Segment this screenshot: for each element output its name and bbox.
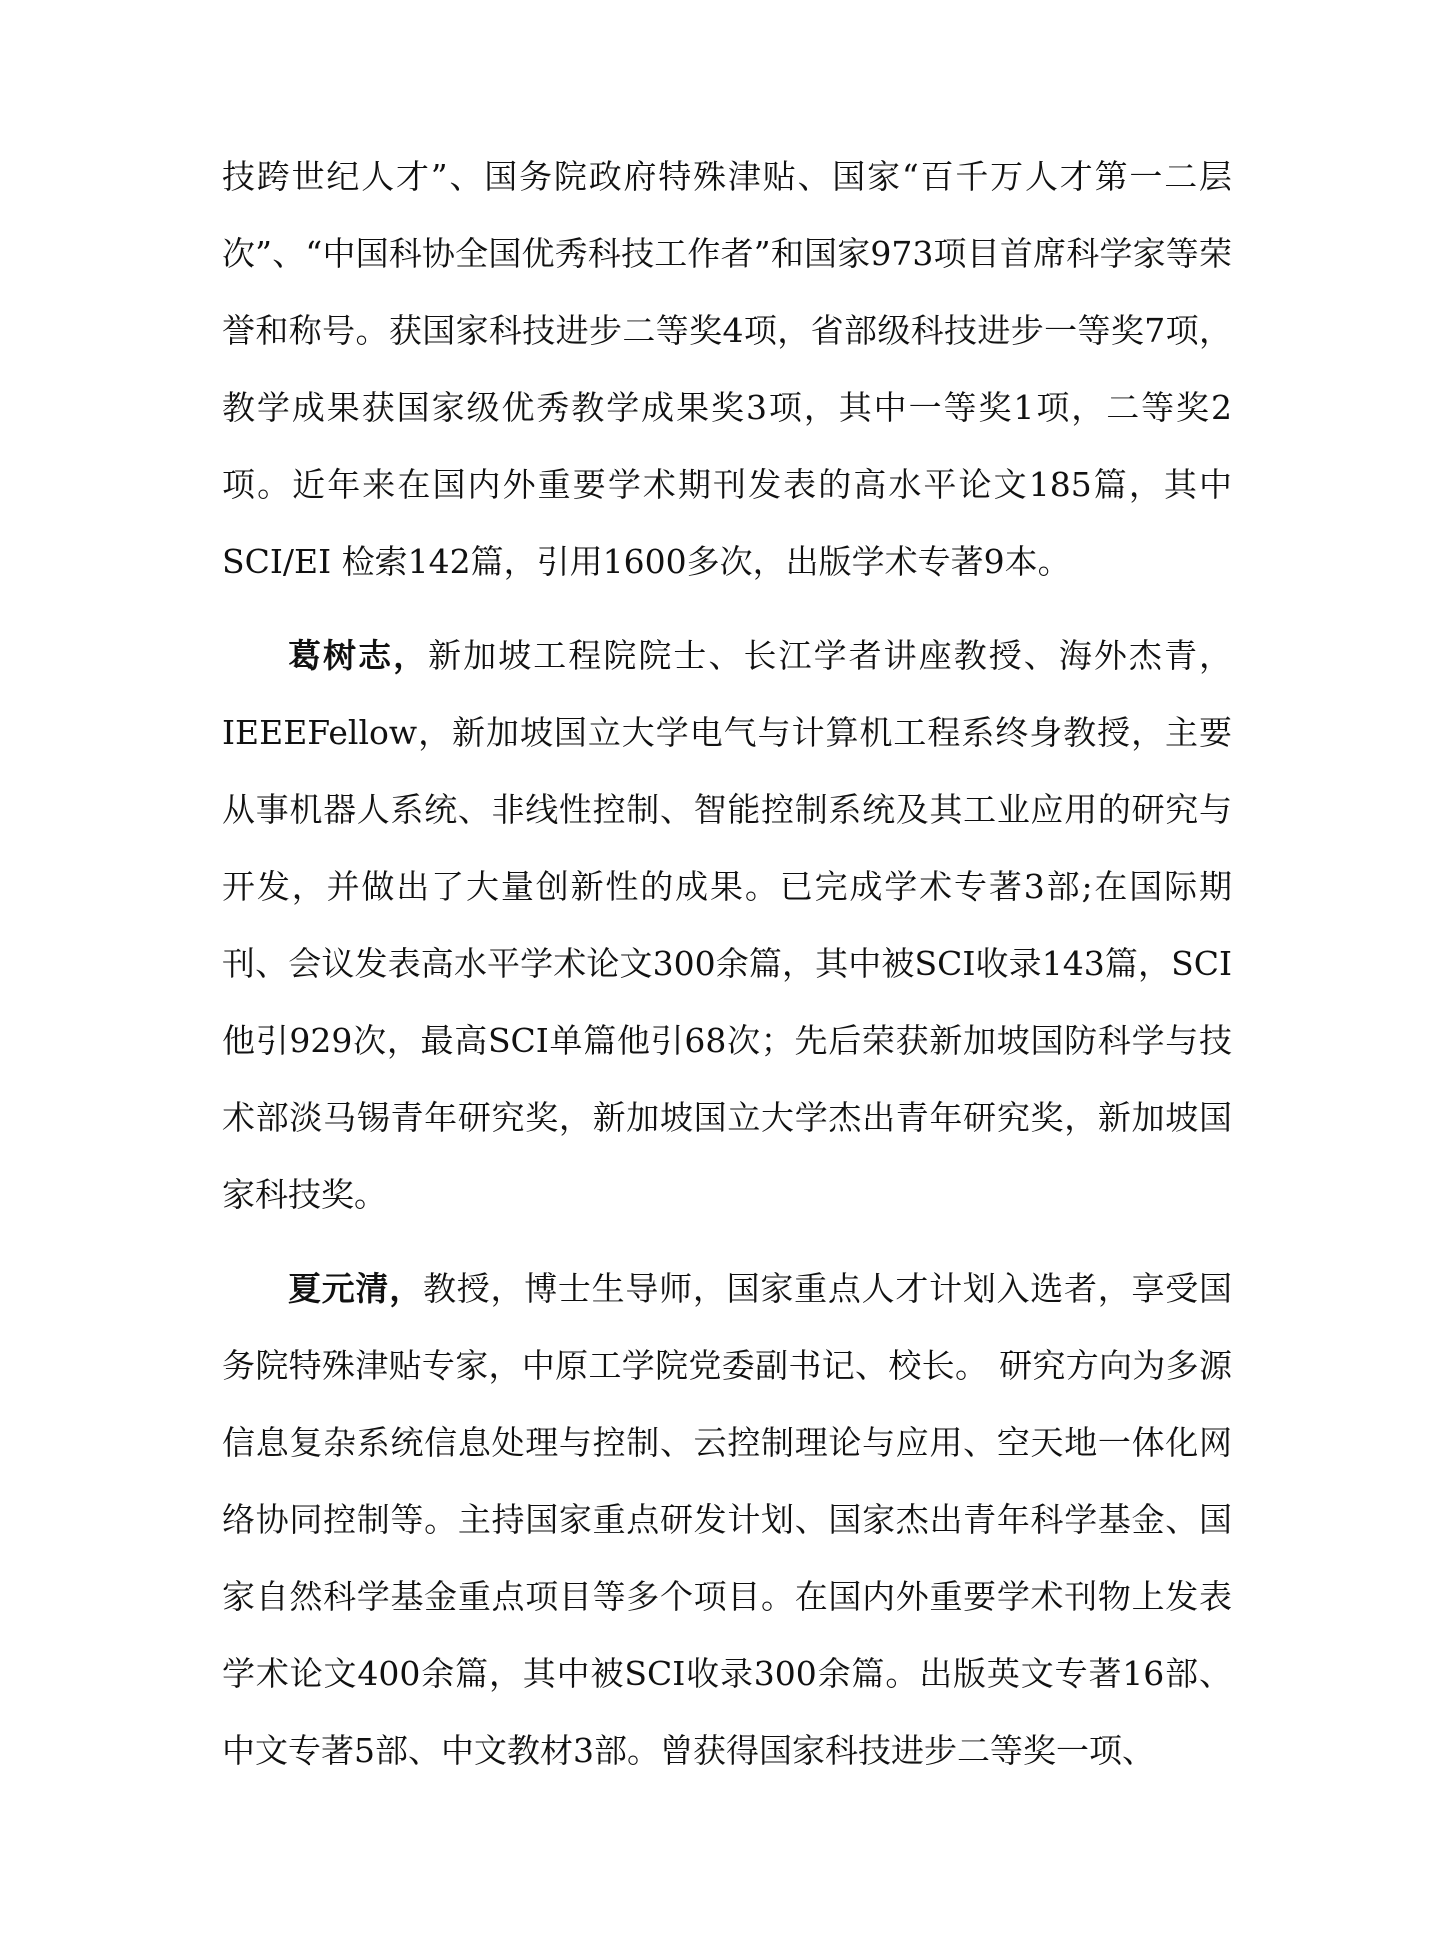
body-text bbox=[222, 138, 1232, 1789]
paragraph-xia-yuanqing bbox=[222, 1250, 1232, 1789]
paragraph-ge-shuzhi bbox=[222, 617, 1232, 1233]
paragraph-continued bbox=[222, 138, 1232, 600]
person-name: 夏元清， bbox=[288, 1269, 423, 1308]
paragraph-text: 新加坡工程院院士、长江学者讲座教授、海外杰青，IEEEFellow，新加坡国立大学电气与计算机工程系终身教授，主要从事机器人系统、非线性控制、智能控制系统及其工业应用的研究与开发，并做出了大量创新性的成果。已完成学术专著3部;在国际期刊、会议发表高水平学术论文300余篇，其中被SCI收录143篇，SCI他引929次，最高SCI单篇他引68次；先后荣获新加坡国防科学与技术部淡马锡青年研究奖，新加坡国立大学杰出青年研究奖，新加坡国家科技奖。 bbox=[222, 636, 1233, 1214]
person-name: 葛树志， bbox=[288, 636, 429, 675]
paragraph-text: 教授，博士生导师，国家重点人才计划入选者，享受国务院特殊津贴专家，中原工学院党委副书记、校长。 研究方向为多源信息复杂系统信息处理与控制、云控制理论与应用、空天地一体化网络协同控制等。主持国家重点研发计划、国家杰出青年科学基金、国家自然科学基金重点项目等多个项目。在国内外重要学术刊物上发表学术论文400余篇，其中被SCI收录300余篇。出版英文专著16部、中文专著5部、中文教材3部。曾获得国家科技进步二等奖一项、 bbox=[222, 1269, 1233, 1770]
paragraph-text: 技跨世纪人才”、国务院政府特殊津贴、国家“百千万人才第一二层次”、“中国科协全国优秀科技工作者”和国家973项目首席科学家等荣誉和称号。获国家科技进步二等奖4项，省部级科技进步一等奖7项，教学成果获国家级优秀教学成果奖3项，其中一等奖1项，二等奖2项。近年来在国内外重要学术期刊发表的高水平论文185篇，其中SCI/EI 检索142篇，引用1600多次，出版学术专著9本。 bbox=[222, 157, 1232, 581]
